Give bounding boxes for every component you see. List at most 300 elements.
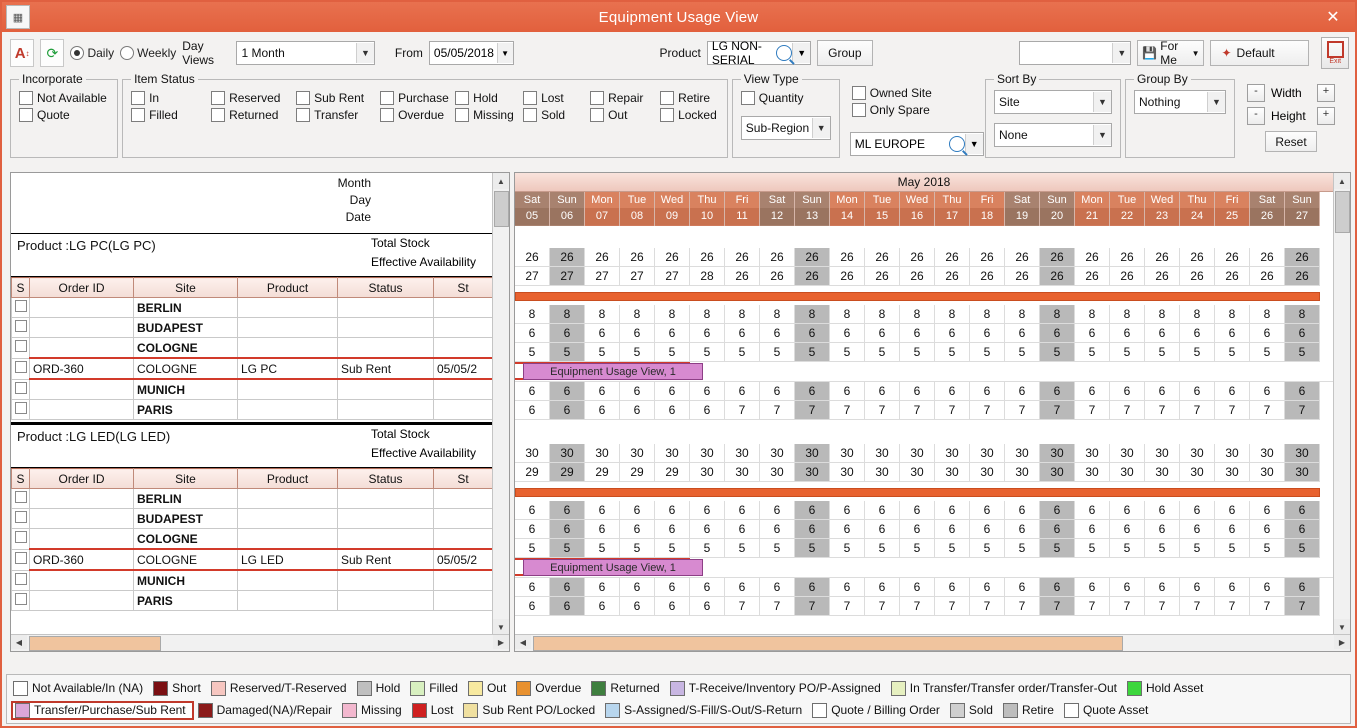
- cal-cell: 6: [1215, 578, 1250, 597]
- checkbox-missing-box[interactable]: [455, 108, 469, 122]
- day-header-cell[interactable]: [900, 192, 935, 226]
- day-header-cell[interactable]: [1005, 192, 1040, 226]
- cal-cell: 6: [620, 382, 655, 401]
- calendar-vertical-scrollbar[interactable]: [1333, 173, 1350, 635]
- cell-product: [238, 489, 338, 509]
- left-vertical-scrollbar[interactable]: [492, 173, 509, 635]
- cal-cell: 5: [1145, 539, 1180, 558]
- product-search-input[interactable]: [707, 41, 811, 65]
- filter-panels: [2, 72, 1355, 158]
- day-header-cell[interactable]: [1250, 192, 1285, 226]
- cal-cell: 30: [690, 463, 725, 482]
- cal-cell: 6: [725, 520, 760, 539]
- cal-cell: 5: [725, 343, 760, 362]
- day-header-cell[interactable]: [760, 192, 795, 226]
- cal-cell: 27: [655, 267, 690, 286]
- table-row[interactable]: [12, 509, 493, 529]
- day-of-week: Sat: [515, 192, 549, 208]
- checkbox-transfer-box[interactable]: [296, 108, 310, 122]
- day-header-cell[interactable]: [795, 192, 830, 226]
- checkbox-out[interactable]: [590, 108, 658, 122]
- checkbox-filled-box[interactable]: [131, 108, 145, 122]
- checkbox-owned-site-box[interactable]: [852, 86, 866, 100]
- table-row[interactable]: [12, 591, 493, 611]
- calendar-scroll-down-icon[interactable]: ▼: [1334, 619, 1350, 635]
- cal-cell: 8: [865, 305, 900, 324]
- order-usage-bar-2[interactable]: Equipment Usage View, 1: [523, 559, 703, 576]
- table-row[interactable]: [12, 529, 493, 550]
- day-number: 22: [1110, 208, 1144, 225]
- width-increase-button[interactable]: +: [1317, 84, 1335, 102]
- checkbox-missing-label: Missing: [473, 108, 514, 122]
- checkbox-retire-box[interactable]: [660, 91, 674, 105]
- group-by-value: Nothing: [1139, 95, 1181, 109]
- col-select[interactable]: S: [12, 278, 30, 298]
- cal-cell: 7: [865, 401, 900, 420]
- day-header-cell[interactable]: [935, 192, 970, 226]
- row-checkbox[interactable]: [12, 489, 30, 509]
- cal-cell: 7: [830, 597, 865, 616]
- cal-cell: 5: [550, 343, 585, 362]
- legend-item[interactable]: [1001, 703, 1060, 718]
- col-order-id[interactable]: Order ID: [30, 469, 134, 489]
- checkbox-only-spare[interactable]: [852, 103, 930, 117]
- checkbox-quantity[interactable]: [741, 91, 804, 105]
- day-views-select[interactable]: [236, 41, 374, 65]
- cal-cell: 26: [760, 248, 795, 267]
- checkbox-overdue[interactable]: [380, 108, 453, 122]
- cal-cell: 27: [585, 267, 620, 286]
- checkbox-reserved[interactable]: [211, 91, 294, 105]
- calendar-scroll-thumb[interactable]: [1335, 191, 1350, 233]
- sort-by-primary-chevron-icon[interactable]: ▼: [1093, 92, 1111, 112]
- checkbox-lost[interactable]: [523, 91, 588, 105]
- cal-cell: 6: [1145, 382, 1180, 401]
- cal-cell: 30: [1145, 463, 1180, 482]
- checkbox-quantity-box[interactable]: [741, 91, 755, 105]
- cal-cell: 30: [1040, 463, 1075, 482]
- site-row-paris-2: [515, 597, 1333, 616]
- day-header-cell[interactable]: [725, 192, 760, 226]
- checkbox-only-spare-box[interactable]: [852, 103, 866, 117]
- checkbox-not-available-box[interactable]: [19, 91, 33, 105]
- weekly-radio[interactable]: [120, 46, 176, 60]
- cal-cell: 6: [655, 401, 690, 420]
- cal-cell: 6: [1285, 520, 1320, 539]
- cal-cell: 26: [795, 267, 830, 286]
- scroll-right-icon[interactable]: ▶: [493, 635, 509, 649]
- cal-cell: 6: [585, 501, 620, 520]
- checkbox-returned[interactable]: [211, 108, 294, 122]
- col-status[interactable]: Status: [338, 278, 434, 298]
- checkbox-quote-box[interactable]: [19, 108, 33, 122]
- checkbox-out-box[interactable]: [590, 108, 604, 122]
- chevron-down-icon[interactable]: ▼: [356, 43, 374, 63]
- legend-item[interactable]: [1062, 703, 1154, 718]
- cal-cell: 26: [1250, 267, 1285, 286]
- cell-order-id: ORD-360: [30, 358, 134, 379]
- day-of-week: Sat: [1250, 192, 1284, 208]
- search-icon[interactable]: [776, 45, 792, 61]
- cal-cell: 26: [620, 248, 655, 267]
- legend-item[interactable]: [948, 703, 999, 718]
- legend-item[interactable]: [151, 681, 207, 696]
- checkbox-transfer[interactable]: [296, 108, 378, 122]
- table-row[interactable]: [12, 379, 493, 400]
- day-header-cell[interactable]: [1285, 192, 1320, 226]
- cal-cell: 5: [1285, 539, 1320, 558]
- cell-start: [434, 591, 493, 611]
- table-row[interactable]: [12, 400, 493, 420]
- cal-cell: 7: [1005, 401, 1040, 420]
- cell-status: [338, 379, 434, 400]
- sort-by-secondary-chevron-icon[interactable]: ▼: [1093, 125, 1111, 145]
- cell-product: [238, 379, 338, 400]
- cell-order-id: [30, 400, 134, 420]
- exit-icon: [1327, 41, 1344, 58]
- checkbox-locked[interactable]: [660, 108, 717, 122]
- cell-product: [238, 400, 338, 420]
- height-decrease-button[interactable]: -: [1247, 107, 1265, 125]
- cal-cell: 6: [865, 382, 900, 401]
- cal-cell: 7: [1005, 597, 1040, 616]
- order-table-2[interactable]: [11, 468, 493, 611]
- cal-cell: 7: [1285, 401, 1320, 420]
- day-header-cell[interactable]: [865, 192, 900, 226]
- checkbox-not-available[interactable]: [19, 91, 107, 105]
- calendar-scroll-up-icon[interactable]: ▲: [1334, 173, 1350, 189]
- cal-cell: 30: [1110, 444, 1145, 463]
- scroll-down-icon[interactable]: ▼: [493, 619, 509, 635]
- row-checkbox[interactable]: [12, 358, 30, 379]
- day-header-cell[interactable]: [1180, 192, 1215, 226]
- legend-label: Retire: [1021, 703, 1054, 717]
- checkbox-locked-box[interactable]: [660, 108, 674, 122]
- cal-cell: 7: [725, 401, 760, 420]
- width-decrease-button[interactable]: -: [1247, 84, 1265, 102]
- legend-item[interactable]: [1125, 681, 1209, 696]
- calendar-horizontal-scrollbar[interactable]: [515, 634, 1350, 651]
- col-order-id[interactable]: Order ID: [30, 278, 134, 298]
- legend-item[interactable]: [11, 681, 149, 696]
- day-header-cell[interactable]: [515, 192, 550, 226]
- day-header-cell[interactable]: [1110, 192, 1145, 226]
- calendar-pane[interactable]: [514, 172, 1351, 652]
- cell-site: MUNICH: [134, 379, 238, 400]
- cal-cell: 6: [970, 382, 1005, 401]
- cal-cell: 6: [1215, 520, 1250, 539]
- region-search-icon[interactable]: [949, 136, 965, 152]
- cal-cell: 8: [1250, 305, 1285, 324]
- day-of-week: Fri: [725, 192, 759, 208]
- day-header-cell[interactable]: [550, 192, 585, 226]
- cal-cell: 6: [1110, 520, 1145, 539]
- day-header-cell[interactable]: [1145, 192, 1180, 226]
- left-scroll-thumb[interactable]: [494, 191, 509, 227]
- table-row[interactable]: [12, 570, 493, 591]
- day-number: 14: [830, 208, 864, 225]
- checkbox-sub-rent[interactable]: [296, 91, 378, 105]
- col-status[interactable]: Status: [338, 469, 434, 489]
- refresh-icon[interactable]: ⟳: [40, 39, 64, 67]
- legend-swatch: [950, 703, 965, 718]
- checkbox-sub-rent-box[interactable]: [296, 91, 310, 105]
- checkbox-sold[interactable]: [523, 108, 588, 122]
- cal-cell: 26: [1040, 267, 1075, 286]
- legend-swatch: [15, 703, 30, 718]
- cal-cell: 8: [550, 305, 585, 324]
- legend-item[interactable]: [461, 703, 601, 718]
- table-row[interactable]: [12, 318, 493, 338]
- legend-item[interactable]: [196, 703, 338, 718]
- sort-by-primary-select[interactable]: [994, 90, 1112, 114]
- cal-cell: 6: [725, 501, 760, 520]
- cal-cell: 6: [690, 324, 725, 343]
- cal-cell: 6: [515, 501, 550, 520]
- day-header-cell[interactable]: [1215, 192, 1250, 226]
- checkbox-lost-box[interactable]: [523, 91, 537, 105]
- left-horizontal-scrollbar[interactable]: [11, 634, 509, 651]
- table-row[interactable]: [12, 338, 493, 359]
- cal-cell: 5: [1145, 343, 1180, 362]
- incorporate-row-1: [19, 91, 109, 105]
- date-picker-icon[interactable]: ▼: [497, 43, 513, 63]
- cal-cell: 6: [1145, 324, 1180, 343]
- cal-cell: 8: [1285, 305, 1320, 324]
- cal-cell: 7: [1250, 401, 1285, 420]
- order-usage-bar-1[interactable]: Equipment Usage View, 1: [523, 363, 703, 380]
- cell-start: [434, 509, 493, 529]
- legend-item[interactable]: [889, 681, 1123, 696]
- cal-cell: 7: [1180, 401, 1215, 420]
- row-checkbox[interactable]: [12, 298, 30, 318]
- day-number: 21: [1075, 208, 1109, 225]
- legend-item[interactable]: [209, 681, 353, 696]
- col-product[interactable]: Product: [238, 278, 338, 298]
- row-checkbox[interactable]: [12, 379, 30, 400]
- checkbox-hold-box[interactable]: [455, 91, 469, 105]
- day-of-week: Sat: [760, 192, 794, 208]
- scroll-left-icon[interactable]: ◀: [11, 635, 27, 649]
- close-icon[interactable]: ✕: [1326, 9, 1340, 26]
- legend-item[interactable]: [668, 681, 887, 696]
- cell-status: [338, 318, 434, 338]
- checkbox-transfer-label: Transfer: [314, 108, 359, 122]
- day-header-cell[interactable]: [620, 192, 655, 226]
- legend-item[interactable]: [340, 703, 408, 718]
- calendar-scroll-right-icon[interactable]: ▶: [1334, 635, 1350, 649]
- cal-cell: 6: [865, 520, 900, 539]
- table-row[interactable]: [12, 298, 493, 318]
- legend-item[interactable]: [810, 703, 946, 718]
- cal-cell: 6: [655, 382, 690, 401]
- day-header-cell[interactable]: [1040, 192, 1075, 226]
- cell-product: LG PC: [238, 358, 338, 379]
- cal-cell: 5: [1075, 539, 1110, 558]
- sort-by-secondary-select[interactable]: [994, 123, 1112, 147]
- order-table-1[interactable]: [11, 277, 493, 420]
- legend-item[interactable]: [466, 681, 512, 696]
- day-of-week: Sun: [1040, 192, 1074, 208]
- region-search-input[interactable]: [850, 132, 984, 156]
- view-type-quantity-row: [741, 91, 831, 105]
- cal-cell: 29: [585, 463, 620, 482]
- for-me-chevron-icon[interactable]: ▼: [1191, 48, 1200, 58]
- table-row-selected[interactable]: [12, 358, 493, 379]
- legend-item[interactable]: [410, 703, 460, 718]
- row-checkbox[interactable]: [12, 318, 30, 338]
- group-by-select[interactable]: [1134, 90, 1226, 114]
- col-product[interactable]: Product: [238, 469, 338, 489]
- col-start[interactable]: St: [434, 278, 493, 298]
- calendar-hscroll-thumb[interactable]: [533, 636, 1123, 651]
- cal-cell: 7: [1075, 401, 1110, 420]
- checkbox-missing[interactable]: [455, 108, 521, 122]
- legend-item[interactable]: [355, 681, 407, 696]
- cal-cell: 6: [690, 401, 725, 420]
- cal-cell: 6: [935, 382, 970, 401]
- region-name-value: ML EUROPE: [854, 137, 926, 151]
- day-header-cell[interactable]: [970, 192, 1005, 226]
- checkbox-sold-box[interactable]: [523, 108, 537, 122]
- row-checkbox[interactable]: [12, 570, 30, 591]
- cal-cell: 6: [585, 520, 620, 539]
- cal-cell: 26: [935, 267, 970, 286]
- day-number: 06: [550, 208, 584, 225]
- col-start[interactable]: St: [434, 469, 493, 489]
- cal-cell: 6: [690, 501, 725, 520]
- cal-cell: 6: [1075, 578, 1110, 597]
- day-header-cell[interactable]: [585, 192, 620, 226]
- legend-item[interactable]: [589, 681, 665, 696]
- cal-cell: 5: [795, 539, 830, 558]
- region-chevron-icon[interactable]: ▼: [965, 134, 983, 154]
- col-site[interactable]: Site: [134, 469, 238, 489]
- legend-label: Quote Asset: [1082, 703, 1149, 717]
- table-row-selected[interactable]: [12, 549, 493, 570]
- checkbox-filled[interactable]: [131, 108, 209, 122]
- col-select[interactable]: S: [12, 469, 30, 489]
- day-of-week: Sat: [1005, 192, 1039, 208]
- only-spare-row: [852, 103, 973, 117]
- cell-status: [338, 570, 434, 591]
- cal-cell: 5: [620, 539, 655, 558]
- cal-cell: 6: [1005, 578, 1040, 597]
- font-size-button[interactable]: A ↕: [10, 39, 34, 67]
- sort-by-group: [985, 72, 1121, 158]
- legend-item[interactable]: [603, 703, 808, 718]
- day-header-cell[interactable]: [1075, 192, 1110, 226]
- checkbox-repair-box[interactable]: [590, 91, 604, 105]
- cal-cell: 6: [935, 520, 970, 539]
- cal-cell: 6: [760, 520, 795, 539]
- cal-cell: 6: [1180, 520, 1215, 539]
- cal-cell: 6: [725, 324, 760, 343]
- sub-region-chevron-icon[interactable]: ▼: [812, 118, 830, 138]
- cal-cell: 30: [935, 463, 970, 482]
- col-site[interactable]: Site: [134, 278, 238, 298]
- daily-radio[interactable]: [70, 46, 114, 60]
- checkbox-repair[interactable]: [590, 91, 658, 105]
- row-checkbox[interactable]: [12, 400, 30, 420]
- height-increase-button[interactable]: +: [1317, 107, 1335, 125]
- cal-cell: 6: [655, 597, 690, 616]
- product-dropdown-icon[interactable]: ▼: [792, 43, 810, 63]
- checkbox-quote-label: Quote: [37, 108, 70, 122]
- site-row-cologne-1: [515, 343, 1333, 362]
- sub-region-value: Sub-Region: [745, 121, 810, 135]
- calendar-scroll-left-icon[interactable]: ◀: [515, 635, 531, 649]
- cal-cell: 7: [900, 597, 935, 616]
- checkbox-owned-site[interactable]: [852, 86, 932, 100]
- cal-cell: 6: [550, 401, 585, 420]
- cal-cell: 6: [970, 324, 1005, 343]
- checkbox-purchase[interactable]: [380, 91, 453, 105]
- row-checkbox[interactable]: [12, 591, 30, 611]
- day-header-cell[interactable]: [830, 192, 865, 226]
- row-checkbox[interactable]: [12, 549, 30, 570]
- checkbox-retire[interactable]: [660, 91, 710, 105]
- checkbox-purchase-box[interactable]: [380, 91, 394, 105]
- sub-region-select[interactable]: [741, 116, 831, 140]
- checkbox-overdue-box[interactable]: [380, 108, 394, 122]
- cal-cell: 26: [725, 267, 760, 286]
- row-checkbox[interactable]: [12, 529, 30, 550]
- day-number: 16: [900, 208, 934, 225]
- day-header-cell[interactable]: [655, 192, 690, 226]
- saved-view-chevron-icon[interactable]: ▼: [1112, 43, 1130, 63]
- checkbox-returned-box[interactable]: [211, 108, 225, 122]
- order-grid-pane[interactable]: [10, 172, 510, 652]
- product-title-1: Product :LG PC(LG PC): [17, 238, 156, 253]
- legend-item[interactable]: [514, 681, 587, 696]
- legend-swatch: [468, 681, 483, 696]
- group-button[interactable]: Group: [817, 40, 872, 66]
- cal-cell: 6: [830, 578, 865, 597]
- legend-swatch: [891, 681, 906, 696]
- legend-panel: [6, 674, 1351, 724]
- row-checkbox[interactable]: [12, 338, 30, 359]
- cal-cell: 26: [1040, 248, 1075, 267]
- group-by-chevron-icon[interactable]: ▼: [1207, 92, 1225, 112]
- cal-cell: 6: [585, 578, 620, 597]
- row-checkbox[interactable]: [12, 509, 30, 529]
- checkbox-in-box[interactable]: [131, 91, 145, 105]
- default-button[interactable]: [1210, 40, 1309, 66]
- checkbox-hold[interactable]: [455, 91, 521, 105]
- checkbox-reserved-box[interactable]: [211, 91, 225, 105]
- from-date-input[interactable]: [429, 41, 514, 65]
- exit-button[interactable]: [1321, 37, 1349, 69]
- checkbox-in[interactable]: [131, 91, 209, 105]
- cal-cell: 26: [795, 248, 830, 267]
- for-me-button[interactable]: [1137, 40, 1204, 66]
- reset-button[interactable]: Reset: [1265, 131, 1316, 152]
- cal-cell: 6: [970, 501, 1005, 520]
- checkbox-quote[interactable]: [19, 108, 70, 122]
- day-header-cell[interactable]: [690, 192, 725, 226]
- saved-view-select[interactable]: [1019, 41, 1132, 65]
- left-hscroll-thumb[interactable]: [29, 636, 161, 651]
- sort-by-secondary-value: None: [999, 128, 1028, 142]
- legend-item[interactable]: [408, 681, 464, 696]
- table-row[interactable]: [12, 489, 493, 509]
- cell-order-id: [30, 591, 134, 611]
- cal-cell: 6: [865, 501, 900, 520]
- scroll-up-icon[interactable]: ▲: [493, 173, 509, 189]
- legend-item-selected[interactable]: [11, 701, 194, 720]
- cal-cell: 6: [550, 597, 585, 616]
